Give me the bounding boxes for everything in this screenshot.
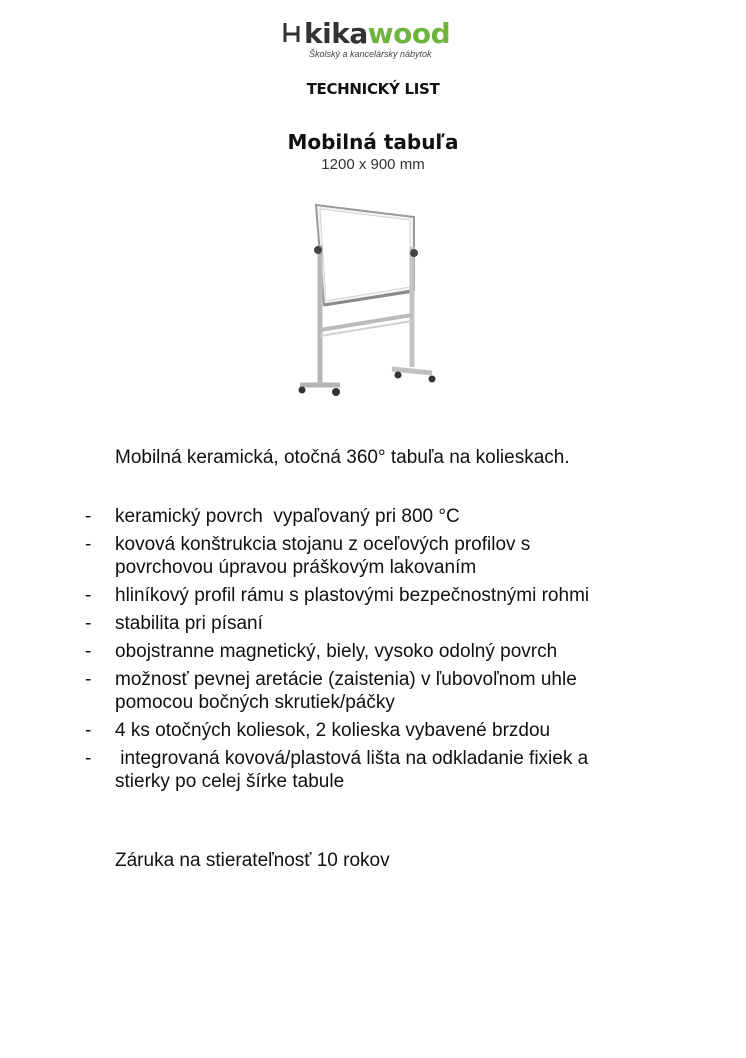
document-dimensions: 1200 x 900 mm bbox=[321, 156, 425, 173]
product-image bbox=[292, 195, 442, 400]
bullet-dash: - bbox=[85, 534, 92, 555]
bullet-dash: - bbox=[85, 585, 92, 606]
feature-item bbox=[85, 747, 685, 793]
feature-line: povrchovou úpravou práškovým lakovaním bbox=[115, 557, 477, 578]
bullet-dash: - bbox=[85, 641, 92, 662]
bullet-dash: - bbox=[85, 720, 92, 741]
feature-item bbox=[85, 668, 685, 714]
feature-line: kovová konštrukcia stojanu z oceľových profilov s bbox=[115, 534, 531, 555]
brand-tagline: Školský a kancelársky nábytok bbox=[309, 49, 432, 59]
feature-line: obojstranne magnetický, biely, vysoko odolný povrch bbox=[115, 641, 558, 662]
feature-item bbox=[85, 719, 685, 742]
feature-line: hliníkový profil rámu s plastovými bezpečnostnými rohmi bbox=[115, 585, 590, 606]
feature-line: možnosť pevnej aretácie (zaistenia) v ľubovoľnom uhle bbox=[115, 669, 577, 690]
feature-line: stierky po celej šírke tabule bbox=[115, 771, 345, 792]
feature-item bbox=[85, 612, 685, 635]
feature-list bbox=[85, 505, 685, 798]
feature-item bbox=[85, 533, 685, 579]
feature-item bbox=[85, 505, 685, 528]
feature-line: keramický povrch vypaľovaný pri 800 °C bbox=[115, 506, 460, 527]
feature-line: 4 ks otočných koliesok, 2 kolieska vybavené brzdou bbox=[115, 720, 551, 741]
feature-item bbox=[85, 640, 685, 663]
document-label: TECHNICKÝ LIST bbox=[306, 80, 440, 98]
feature-line: stabilita pri písaní bbox=[115, 613, 263, 634]
feature-item bbox=[85, 584, 685, 607]
bullet-dash: - bbox=[85, 748, 92, 769]
feature-line: pomocou bočných skrutiek/páčky bbox=[115, 692, 395, 713]
brand-name: kikawood bbox=[304, 17, 451, 50]
bullet-dash: - bbox=[85, 669, 92, 690]
document-title: Mobilná tabuľa bbox=[287, 130, 459, 154]
brand-logo bbox=[282, 18, 462, 66]
warranty-text: Záruka na stierateľnosť 10 rokov bbox=[115, 850, 390, 871]
bullet-dash: - bbox=[85, 506, 92, 527]
chair-icon bbox=[282, 22, 302, 44]
feature-line: integrovaná kovová/plastová lišta na odkladanie fixiek a bbox=[115, 748, 589, 769]
intro-text: Mobilná keramická, otočná 360° tabuľa na kolieskach. bbox=[115, 447, 570, 468]
bullet-dash: - bbox=[85, 613, 92, 634]
